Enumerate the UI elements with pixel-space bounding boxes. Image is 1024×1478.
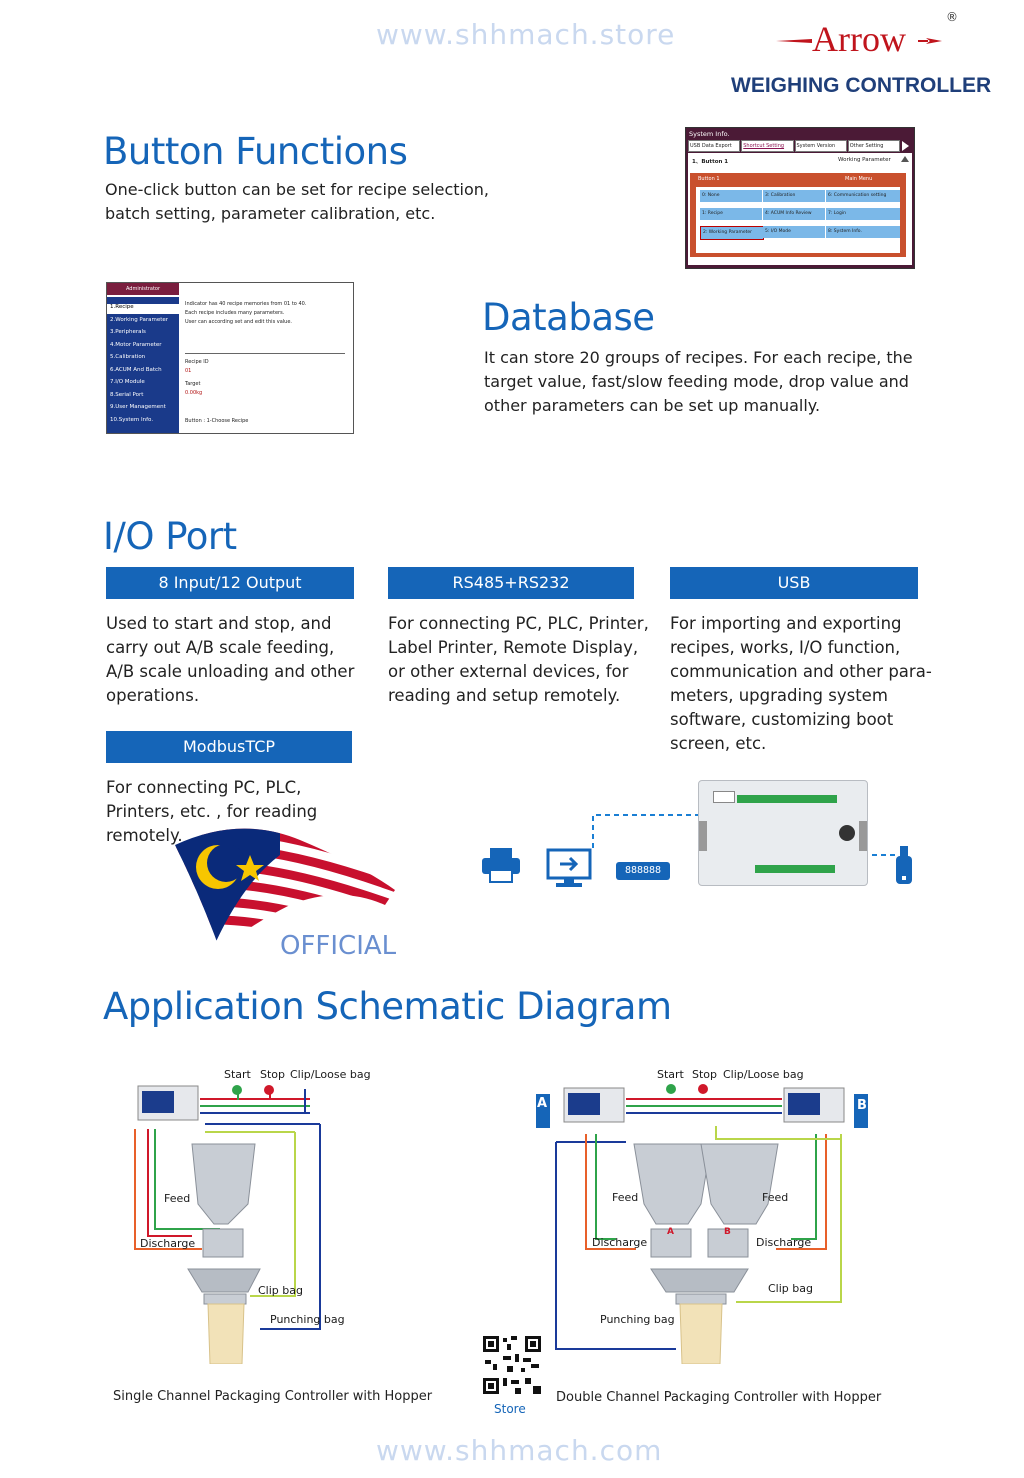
brand-subtitle: WEIGHING CONTROLLER (731, 74, 992, 97)
screen-tabs (688, 140, 900, 152)
registered-mark: ® (946, 10, 958, 24)
tab-next-icon[interactable] (902, 141, 909, 151)
row-value[interactable]: Working Parameter (838, 157, 891, 163)
row-label: 1、Button 1 (692, 159, 729, 165)
menu-item[interactable]: 5.Calibration (110, 354, 146, 360)
menu-item[interactable]: 3.Peripherals (110, 329, 146, 335)
menu-item[interactable]: 2.Working Parameter (110, 317, 169, 323)
administrator-screen (106, 282, 354, 434)
label-clip-bag: Clip bag (258, 1284, 303, 1297)
label-discharge-left: Discharge (592, 1236, 648, 1249)
port-tag-io: 8 Input/12 Output (106, 567, 354, 599)
double-channel-diagram (536, 1064, 876, 1364)
qr-code[interactable] (481, 1334, 543, 1396)
info-line: Indicator has 40 recipe memories from 01 to 40. (185, 301, 307, 307)
signal-start: Start (657, 1068, 684, 1081)
scroll-up-icon[interactable] (901, 156, 909, 162)
panel-left-label: Button 1 (698, 176, 720, 182)
signal-stop: Stop (260, 1068, 286, 1081)
menu-cell[interactable]: 6: Communication setting (826, 190, 900, 202)
admin-header: Administrator (107, 283, 179, 295)
application-title: Application Schematic Diagram (103, 985, 672, 1028)
database-title: Database (482, 296, 655, 339)
screen-title: System Info. (689, 130, 730, 138)
label-clip-bag: Clip bag (768, 1282, 813, 1295)
label-punching-bag: Punching bag (600, 1313, 675, 1326)
single-channel-diagram (110, 1064, 430, 1364)
signal-stop: Stop (692, 1068, 718, 1081)
signal-clip: Clip/Loose bag (723, 1068, 804, 1081)
port-tag-usb: USB (670, 567, 918, 599)
menu-item-recipe[interactable]: 1.Recipe (107, 304, 182, 314)
menu-cell[interactable]: 7: Login (826, 208, 900, 220)
menu-item[interactable]: 7.I/O Module (110, 379, 145, 385)
tab-usb-export[interactable]: USB Data Export (688, 140, 740, 152)
port-tag-serial: RS485+RS232 (388, 567, 634, 599)
double-caption: Double Channel Packaging Controller with Hopper (556, 1390, 882, 1405)
label-discharge-right: Discharge (756, 1236, 812, 1249)
mark-a: A (667, 1227, 674, 1237)
menu-cell[interactable]: 8: System Info. (826, 226, 900, 238)
tab-version[interactable]: System Version (795, 140, 847, 152)
knob (839, 825, 855, 841)
screen-footer: Button : 1-Choose Recipe (185, 418, 249, 424)
menu-cell[interactable]: 2: Working Parameter (700, 226, 764, 240)
menu-cell[interactable]: 0: None (700, 190, 762, 202)
info-line: Each recipe includes many parameters. (185, 310, 285, 316)
start-button-icon (232, 1085, 242, 1095)
admin-menu (107, 297, 179, 433)
button-functions-title: Button Functions (103, 130, 408, 173)
single-caption: Single Channel Packaging Controller with Hopper (113, 1389, 433, 1404)
label-feed-right: Feed (762, 1191, 789, 1204)
panel-right-label: Main Menu (845, 176, 873, 182)
terminal-strip (737, 795, 837, 803)
recipe-id-label: Recipe ID (185, 359, 209, 365)
tab-shortcut[interactable]: Shortcut Setting (741, 140, 793, 152)
qr-code-icon (481, 1334, 543, 1396)
mark-b: B (724, 1227, 731, 1237)
stop-button-icon (264, 1085, 274, 1095)
mount-tab (859, 821, 867, 851)
brand-logo (776, 10, 976, 60)
qr-label: Store (494, 1402, 526, 1416)
label-feed: Feed (164, 1192, 191, 1205)
port-text-serial: For connecting PC, PLC, Printer, Label Printer, Remote Display, or other external devices, for reading and setup remotely. (388, 614, 649, 705)
database-text: It can store 20 groups of recipes. For each recipe, the target value, fast/slow feeding mode, drop value and other parameters can be set up manually. (484, 348, 913, 415)
menu-panel (690, 173, 906, 257)
menu-item[interactable]: 4.Motor Parameter (110, 342, 162, 348)
printer-icon (482, 848, 520, 884)
official-badge (170, 815, 410, 961)
label-punching-bag: Punching bag (270, 1313, 345, 1326)
menu-cell[interactable]: 5: I/O Mode (763, 226, 825, 238)
controller-unit (698, 780, 868, 886)
io-port-title: I/O Port (103, 515, 237, 558)
target-label: Target (185, 381, 201, 387)
terminal-strip (755, 865, 835, 873)
usb-port (713, 791, 735, 803)
mount-tab (699, 821, 707, 851)
menu-item[interactable]: 10.System Info. (110, 417, 154, 423)
menu-item[interactable]: 8.Serial Port (110, 392, 144, 398)
target-value[interactable]: 0.00kg (185, 390, 203, 396)
official-label: OFFICIAL (280, 931, 397, 961)
menu-item[interactable]: 6.ACUM And Batch (110, 367, 162, 373)
recipe-id-value[interactable]: 01 (185, 368, 192, 374)
tab-other[interactable]: Other Setting (848, 140, 900, 152)
io-devices (478, 780, 918, 890)
watermark-bottom: www.shhmach.com (376, 1434, 663, 1467)
menu-item[interactable]: 9.User Management (110, 404, 166, 410)
menu-cell[interactable]: 4: ACUM Info Review (763, 208, 825, 220)
watermark-top: www.shhmach.store (376, 18, 676, 51)
port-tag-modbus: ModbusTCP (106, 731, 352, 763)
usb-drive-icon (894, 846, 914, 888)
double-wiring (536, 1064, 876, 1364)
screen-body (688, 153, 912, 265)
label-feed-left: Feed (612, 1191, 639, 1204)
signal-clip: Clip/Loose bag (290, 1068, 371, 1081)
port-text-io: Used to start and stop, and carry out A/B scale feeding, A/B scale unloading and other operations. (106, 614, 355, 705)
menu-cell[interactable]: 1: Recipe (700, 208, 762, 220)
side-b-marker: B (857, 1098, 867, 1113)
monitor-icon (546, 848, 592, 888)
remote-display: 888888 (616, 862, 670, 880)
button-functions-text: One-click button can be set for recipe selection, batch setting, parameter calibration, etc. (105, 180, 489, 223)
signal-start: Start (224, 1068, 251, 1081)
stop-button-icon (698, 1084, 708, 1094)
port-text-usb: For importing and exporting recipes, works, I/O function, communication and other para-meters, upgrading system software, customizing boot screen, etc. (670, 614, 932, 753)
start-button-icon (666, 1084, 676, 1094)
label-discharge: Discharge (140, 1237, 196, 1250)
info-line: User can according set and edit this value. (185, 319, 293, 325)
divider (185, 353, 345, 354)
system-info-screen (685, 127, 915, 269)
brand-name: Arrow (812, 19, 906, 59)
menu-cell[interactable]: 3: Calibration (763, 190, 825, 202)
port-text-modbus: For connecting PC, PLC, Printers, etc. , for reading remotely. (106, 778, 318, 845)
side-a-marker: A (537, 1096, 548, 1111)
